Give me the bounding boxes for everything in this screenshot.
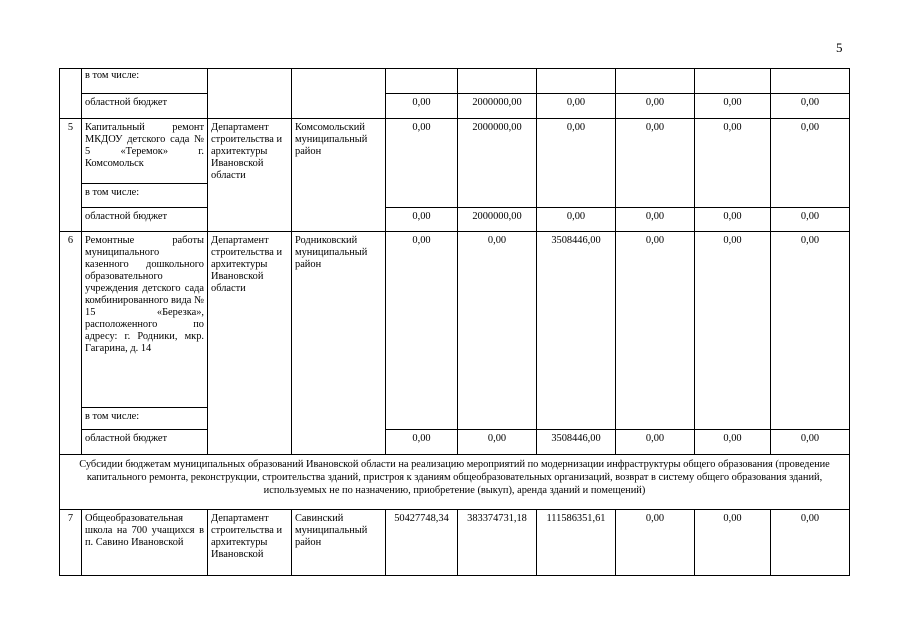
municipality-cell [292,69,386,119]
object-name: Капитальный ремонт МКДОУ детского сада № 5 «Теремок» г. Комсомольск [82,119,208,184]
value-cell: 3508446,00 [537,430,616,455]
table-row [60,232,850,408]
table-row [60,69,850,94]
value-cell: 2000000,00 [458,94,537,119]
value-cell: 0,00 [771,94,850,119]
table-row [60,94,850,119]
value-cell [458,69,537,94]
incl-label: в том числе: [82,184,208,208]
row-index: 7 [60,510,82,576]
value-cell: 0,00 [771,510,850,576]
incl-label: в том числе: [82,408,208,430]
municipality-cell: Родниковский муниципальный район [292,232,386,455]
value-cell: 0,00 [616,119,695,208]
value-cell [537,69,616,94]
value-cell [386,69,458,94]
value-cell: 0,00 [616,232,695,430]
value-cell: 2000000,00 [458,119,537,208]
municipality-cell: Савинский муниципальный район [292,510,386,576]
value-cell: 0,00 [771,430,850,455]
value-cell: 0,00 [771,232,850,430]
value-cell: 50427748,34 [386,510,458,576]
value-cell: 0,00 [695,119,771,208]
object-name: Общеобразовательная школа на 700 учащихся в п. Савино Ивановской [82,510,208,576]
table-row [60,430,850,455]
value-cell: 0,00 [771,208,850,232]
value-cell: 0,00 [695,430,771,455]
value-cell: 2000000,00 [458,208,537,232]
value-cell: 0,00 [616,94,695,119]
value-cell: 0,00 [458,232,537,430]
value-cell: 0,00 [616,430,695,455]
dept-cell: Департамент строительства и архитектуры Ивановской области [208,232,292,455]
dept-cell: Департамент строительства и архитектуры Ивановской области [208,119,292,232]
table-row [60,119,850,184]
incl-label: в том числе: [82,69,208,94]
value-cell: 0,00 [616,208,695,232]
regional-label: областной бюджет [82,208,208,232]
section-title: Субсидии бюджетам муниципальных образований Ивановской области на реализацию мероприятий по модернизации инфраструктуры общего образования (проведение капитального ремонта, реконструкции, строительства зданий, пристроя к зданиям общеобразовательных организаций, возврат в систему общего образования зданий, используемых не по назначению, приобретение (выкуп), аренда зданий и помещений) [60,455,850,510]
value-cell: 0,00 [695,510,771,576]
row-index: 6 [60,232,82,455]
value-cell: 0,00 [386,94,458,119]
value-cell: 0,00 [386,430,458,455]
value-cell: 0,00 [695,94,771,119]
value-cell: 0,00 [695,208,771,232]
row-index: 5 [60,119,82,232]
value-cell [695,69,771,94]
value-cell: 0,00 [386,232,458,430]
value-cell: 0,00 [537,119,616,208]
value-cell: 0,00 [386,208,458,232]
dept-cell [208,69,292,119]
value-cell: 0,00 [537,208,616,232]
value-cell [616,69,695,94]
table-row [60,455,850,510]
table-row [60,208,850,232]
value-cell: 0,00 [537,94,616,119]
value-cell: 3508446,00 [537,232,616,430]
value-cell [771,69,850,94]
value-cell: 0,00 [386,119,458,208]
value-cell: 111586351,61 [537,510,616,576]
value-cell: 0,00 [771,119,850,208]
dept-cell: Департамент строительства и архитектуры Ивановской [208,510,292,576]
regional-label: областной бюджет [82,94,208,119]
table-row [60,510,850,576]
object-name: Ремонтные работы муниципального казенного дошкольного образовательного учреждения детского сада комбинированного вида № 15 «Березка», расположенного по адресу: г. Родники, мкр. Гагарина, д. 14 [82,232,208,408]
value-cell: 0,00 [695,232,771,430]
regional-label: областной бюджет [82,430,208,455]
page-number: 5 [836,40,843,55]
municipality-cell: Комсомольский муниципальный район [292,119,386,232]
value-cell: 383374731,18 [458,510,537,576]
value-cell: 0,00 [616,510,695,576]
budget-table [59,68,850,576]
index-cell [60,69,82,119]
value-cell: 0,00 [458,430,537,455]
